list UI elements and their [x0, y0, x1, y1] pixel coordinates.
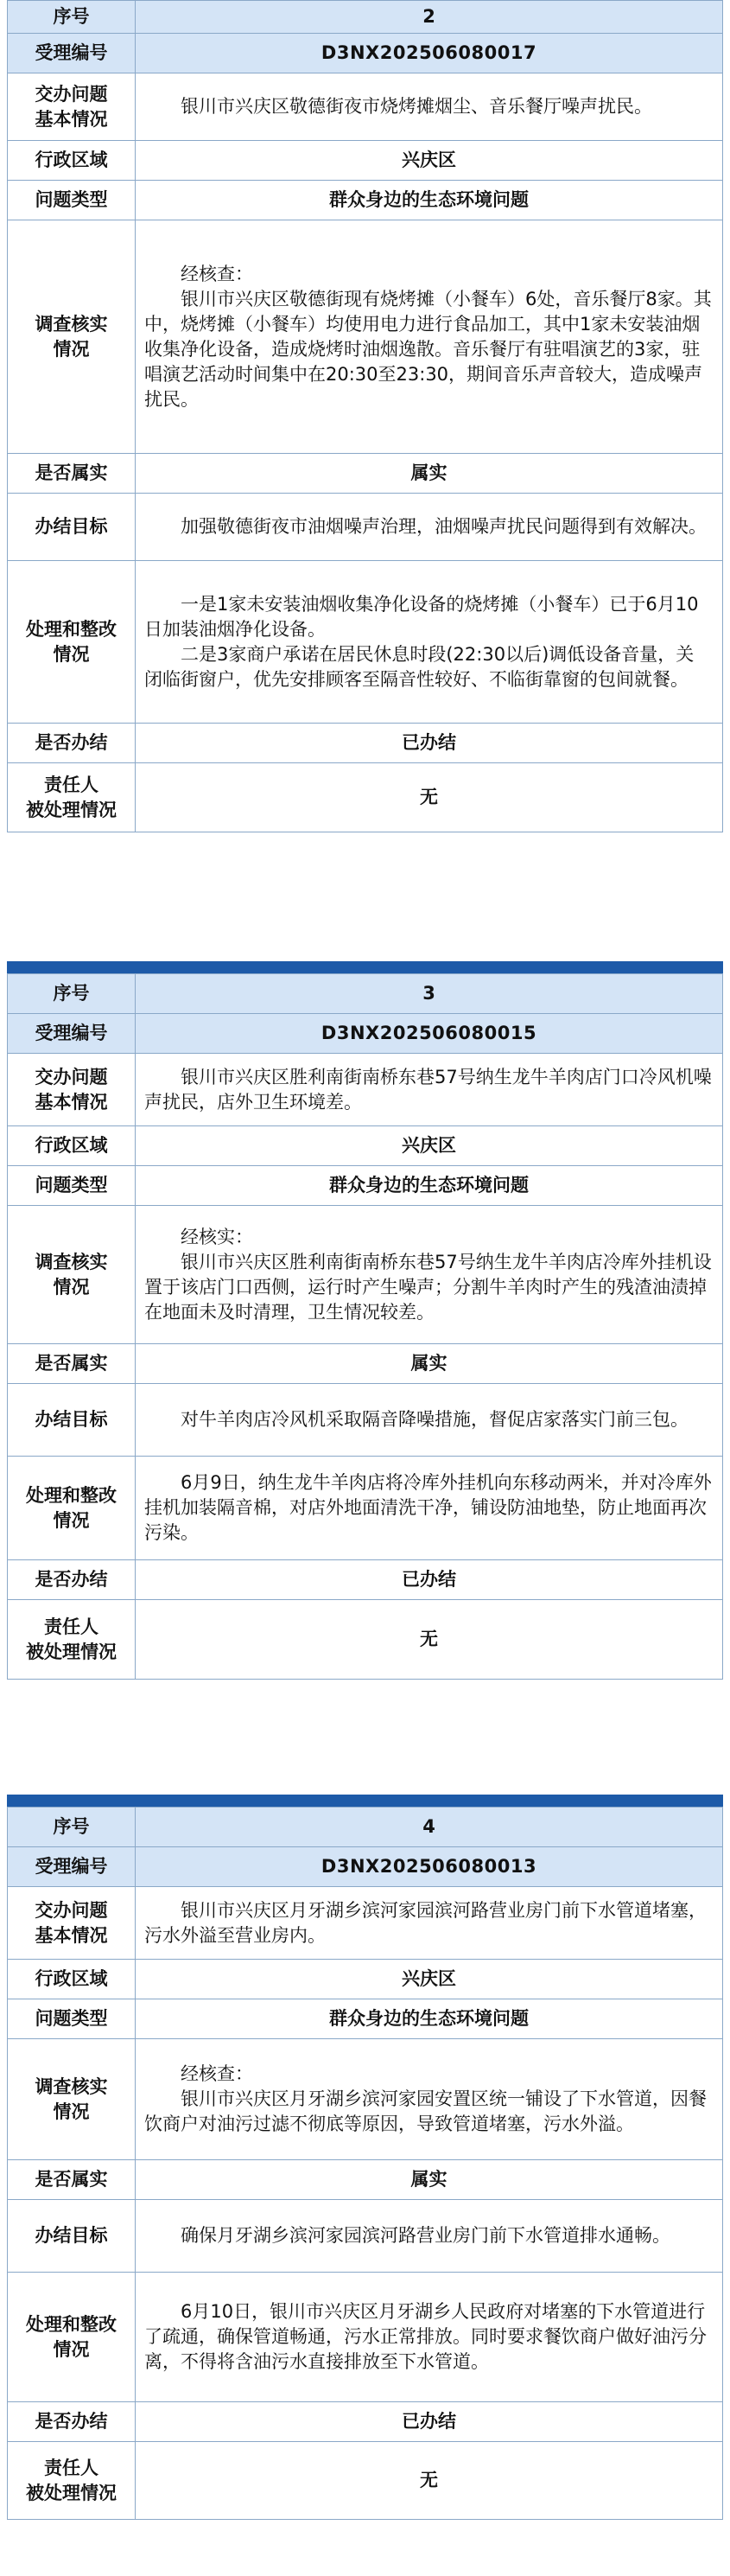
value-seq: 2: [136, 1, 723, 34]
value-issue-basic: 银川市兴庆区月牙湖乡滨河家园滨河路营业房门前下水管道堵塞，污水外溢至营业房内。: [136, 1887, 723, 1960]
label-verified: 是否属实: [8, 454, 136, 494]
label-verified: 是否属实: [8, 2160, 136, 2200]
label-responsible: 责任人 被处理情况: [8, 2442, 136, 2520]
label-handling: 处理和整改 情况: [8, 2273, 136, 2402]
value-goal: 确保月牙湖乡滨河家园滨河路营业房门前下水管道排水通畅。: [136, 2200, 723, 2273]
label-responsible: 责任人 被处理情况: [8, 1600, 136, 1680]
value-verified: 属实: [136, 2160, 723, 2200]
label-closed: 是否办结: [8, 724, 136, 763]
value-investigation: 经核查： 银川市兴庆区月牙湖乡滨河家园安置区统一铺设了下水管道，因餐饮商户对油污过滤不彻底等原因，导致管道堵塞，污水外溢。: [136, 2039, 723, 2160]
label-closed: 是否办结: [8, 2402, 136, 2442]
label-issue-basic: 交办问题 基本情况: [8, 73, 136, 141]
value-case-no: D3NX202506080017: [136, 34, 723, 73]
value-case-no: D3NX202506080015: [136, 1014, 723, 1054]
section-divider-bar: [7, 961, 723, 973]
label-investigation: 调查核实 情况: [8, 220, 136, 454]
label-issue-type: 问题类型: [8, 1999, 136, 2039]
label-region: 行政区域: [8, 1126, 136, 1166]
record-card: [7, 961, 723, 1680]
value-region: 兴庆区: [136, 1126, 723, 1166]
value-issue-type: 群众身边的生态环境问题: [136, 181, 723, 220]
label-goal: 办结目标: [8, 2200, 136, 2273]
label-case-no: 受理编号: [8, 1014, 136, 1054]
value-seq: 4: [136, 1808, 723, 1847]
value-goal: 对牛羊肉店冷风机采取隔音降噪措施，督促店家落实门前三包。: [136, 1384, 723, 1457]
label-issue-basic: 交办问题 基本情况: [8, 1054, 136, 1126]
label-verified: 是否属实: [8, 1344, 136, 1384]
label-handling: 处理和整改 情况: [8, 561, 136, 724]
label-seq: 序号: [8, 1, 136, 34]
label-seq: 序号: [8, 1808, 136, 1847]
record-table: [7, 973, 723, 1680]
label-case-no: 受理编号: [8, 34, 136, 73]
label-investigation: 调查核实 情况: [8, 1206, 136, 1344]
label-investigation: 调查核实 情况: [8, 2039, 136, 2160]
label-region: 行政区域: [8, 141, 136, 181]
value-responsible: 无: [136, 2442, 723, 2520]
value-investigation: 经核查： 银川市兴庆区敬德街现有烧烤摊（小餐车）6处，音乐餐厅8家。其中，烧烤摊（小餐车）均使用电力进行食品加工，其中1家未安装油烟收集净化设备，造成烧烤时油烟逸散。音乐餐厅有驻唱演艺的3家，驻唱演艺活动时间集中在20:30至23:30，期间音乐声音较大，造成噪声扰民。: [136, 220, 723, 454]
value-region: 兴庆区: [136, 1960, 723, 1999]
label-goal: 办结目标: [8, 494, 136, 561]
label-issue-basic: 交办问题 基本情况: [8, 1887, 136, 1960]
value-issue-type: 群众身边的生态环境问题: [136, 1166, 723, 1206]
value-handling: 一是1家未安装油烟收集净化设备的烧烤摊（小餐车）已于6月10日加装油烟净化设备。 二是3家商户承诺在居民休息时段(22:30以后)调低设备音量，关闭临街窗户，优先安排顾客至隔音性较好、不临街靠窗的包间就餐。: [136, 561, 723, 724]
label-handling: 处理和整改 情况: [8, 1457, 136, 1560]
record-table: [7, 1807, 723, 2520]
label-closed: 是否办结: [8, 1560, 136, 1600]
value-issue-basic: 银川市兴庆区敬德街夜市烧烤摊烟尘、音乐餐厅噪声扰民。: [136, 73, 723, 141]
value-seq: 3: [136, 974, 723, 1014]
value-closed: 已办结: [136, 724, 723, 763]
label-goal: 办结目标: [8, 1384, 136, 1457]
record-card: [7, 0, 723, 832]
record-card: [7, 1795, 723, 2520]
label-issue-type: 问题类型: [8, 1166, 136, 1206]
value-handling: 6月9日，纳生龙牛羊肉店将冷库外挂机向东移动两米，并对冷库外挂机加装隔音棉，对店外地面清洗干净，铺设防油地垫，防止地面再次污染。: [136, 1457, 723, 1560]
label-region: 行政区域: [8, 1960, 136, 1999]
value-case-no: D3NX202506080013: [136, 1847, 723, 1887]
label-responsible: 责任人 被处理情况: [8, 763, 136, 832]
value-closed: 已办结: [136, 1560, 723, 1600]
value-verified: 属实: [136, 1344, 723, 1384]
value-closed: 已办结: [136, 2402, 723, 2442]
label-seq: 序号: [8, 974, 136, 1014]
record-table: [7, 0, 723, 832]
value-responsible: 无: [136, 1600, 723, 1680]
value-verified: 属实: [136, 454, 723, 494]
label-issue-type: 问题类型: [8, 181, 136, 220]
value-investigation: 经核实： 银川市兴庆区胜利南街南桥东巷57号纳生龙牛羊肉店冷库外挂机设置于该店门口西侧，运行时产生噪声；分割牛羊肉时产生的残渣油渍掉在地面未及时清理，卫生情况较差。: [136, 1206, 723, 1344]
value-region: 兴庆区: [136, 141, 723, 181]
value-goal: 加强敬德街夜市油烟噪声治理，油烟噪声扰民问题得到有效解决。: [136, 494, 723, 561]
value-issue-type: 群众身边的生态环境问题: [136, 1999, 723, 2039]
section-divider-bar: [7, 1795, 723, 1807]
value-handling: 6月10日，银川市兴庆区月牙湖乡人民政府对堵塞的下水管道进行了疏通，确保管道畅通，污水正常排放。同时要求餐饮商户做好油污分离，不得将含油污水直接排放至下水管道。: [136, 2273, 723, 2402]
label-case-no: 受理编号: [8, 1847, 136, 1887]
value-responsible: 无: [136, 763, 723, 832]
value-issue-basic: 银川市兴庆区胜利南街南桥东巷57号纳生龙牛羊肉店门口冷风机噪声扰民，店外卫生环境差。: [136, 1054, 723, 1126]
